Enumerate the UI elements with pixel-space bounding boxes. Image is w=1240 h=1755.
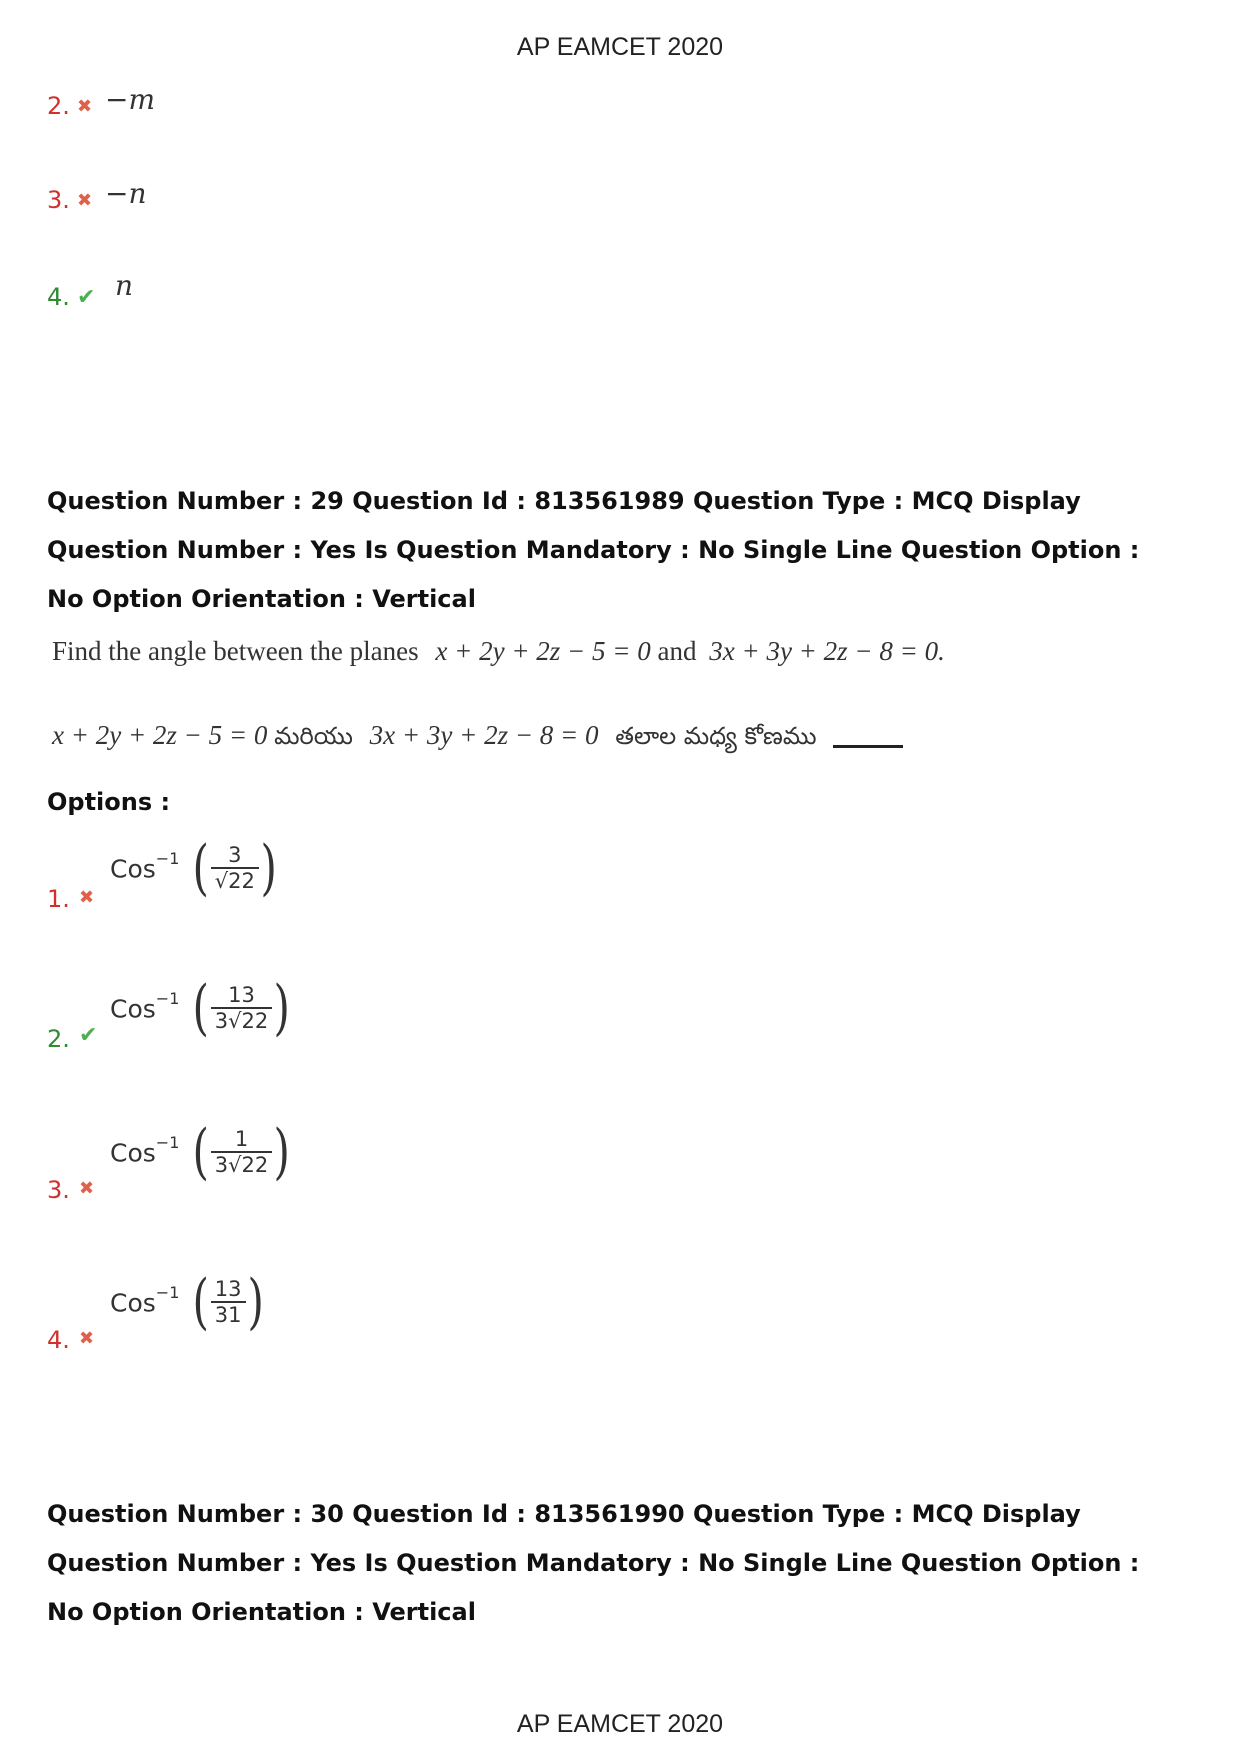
fraction [211,843,259,893]
option-number: 4. [47,283,70,311]
numerator: 3 [228,843,242,867]
telugu-question-text: తలాల మధ్య కోణము [615,722,817,750]
check-icon: ✔ [77,284,96,310]
plane-equation-1: x + 2y + 2z − 5 = 0 [52,720,268,750]
question-29-meta: Question Number : 29 Question Id : 813561989 Question Type : MCQ Display Question Number : Yes Is Question Mandatory : No Single Line Question Option : No Option Orientation : Vertical [47,487,1140,613]
fraction [211,1127,272,1177]
exponent: −1 [155,848,180,868]
function-name: Cos$^{-1}$ [110,1132,180,1168]
fraction [211,1277,246,1327]
option-number: 3. [47,1176,70,1204]
function-name: Cos$^{-1}$ [110,988,180,1024]
exponent: −1 [155,1132,180,1152]
option-number: 1. [47,885,70,913]
cross-icon: ✖ [77,95,93,117]
cross-icon: ✖ [79,887,95,908]
function-name: Cos$^{-1}$ [110,848,180,884]
cross-icon: ✖ [79,1328,95,1349]
page-header: AP EAMCET 2020 [516,33,724,61]
option-value: −n [105,176,147,210]
inverse-cosine-expression [110,833,280,903]
denominator: 31 [211,1301,246,1327]
cross-icon: ✖ [79,1178,95,1199]
option-number: 2. [47,1025,70,1053]
telugu-conjunction: మరియు [274,722,353,750]
options-label: Options : [47,788,171,816]
left-paren: ( [192,833,210,903]
left-paren: ( [192,973,210,1043]
inverse-cosine-expression [110,973,294,1043]
right-paren: ) [273,1117,291,1187]
exponent: −1 [155,1282,180,1302]
check-icon: ✔ [79,1023,98,1048]
option-number: 4. [47,1326,70,1354]
option-number: 2. [47,92,70,120]
right-paren: ) [273,973,291,1043]
denominator: 3√22 [211,1007,272,1033]
numerator: 13 [214,1277,242,1301]
cross-icon: ✖ [77,189,93,211]
question-30-meta: Question Number : 30 Question Id : 813561990 Question Type : MCQ Display Question Number : Yes Is Question Mandatory : No Single Line Question Option : No Option Orientation : Vertical [47,1500,1140,1626]
answer-blank [833,745,903,748]
right-paren: ) [247,1267,264,1337]
option-number: 3. [47,186,70,214]
fraction [211,983,272,1033]
inverse-cosine-expression [110,1117,294,1187]
option-value: −m [105,82,156,116]
prev-option-4 [47,268,134,311]
plane-equation-1: x + 2y + 2z − 5 = 0 [435,636,651,666]
conjunction: and [657,636,697,666]
denominator: 3√22 [211,1151,272,1177]
question-29-telugu [52,720,903,756]
page-footer: AP EAMCET 2020 [516,1710,724,1738]
function-name: Cos$^{-1}$ [110,1282,180,1318]
right-paren: ) [260,833,277,903]
numerator: 13 [228,983,255,1007]
left-paren: ( [192,1267,210,1337]
prev-option-2 [47,82,156,120]
inverse-cosine-expression [110,1267,267,1337]
prev-option-3 [47,176,147,214]
option-value: n [115,268,134,302]
question-text: Find the angle between the planes [52,636,419,666]
numerator: 1 [234,1127,249,1151]
plane-equation-2: 3x + 3y + 2z − 8 = 0 [369,720,599,750]
denominator: √22 [211,867,259,893]
plane-equation-2: 3x + 3y + 2z − 8 = 0. [709,636,945,666]
left-paren: ( [192,1117,210,1187]
exponent: −1 [155,988,180,1008]
question-29-english [52,636,945,667]
